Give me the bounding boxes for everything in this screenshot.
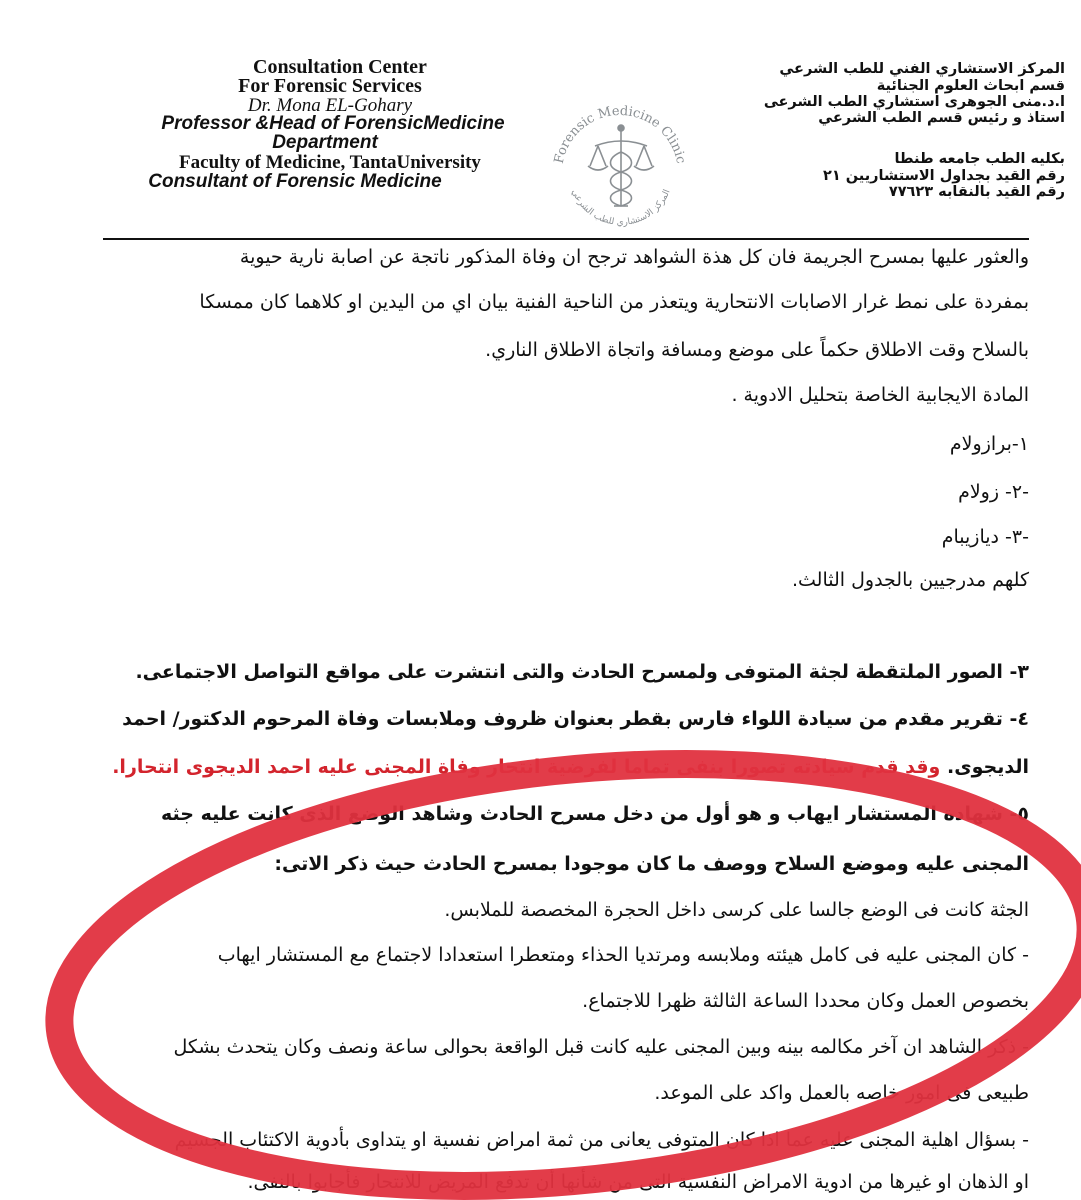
body-line-1: والعثور عليها بمسرح الجريمة فان كل هذة الشواهد ترجح ان وفاة المذكور ناتجة عن اصابة نارية حيوية — [239, 246, 1029, 268]
faculty-line: Faculty of Medicine, TantaUniversity — [179, 152, 481, 173]
ar-department: قسم ابحاث العلوم الجنائية — [876, 78, 1065, 94]
evidence-item-4-name: الديجوى. — [947, 756, 1029, 778]
drug-item-2: -٢- زولام — [958, 481, 1029, 503]
evidence-item-5-cont: المجنى عليه وموضع السلاح ووصف ما كان موجودا بمسرح الحادث حيث ذكر الاتى: — [274, 853, 1029, 875]
family-statement-line-2: او الذهان او غيرها من ادوية الامراض النفسية التى من شأنها أن تدفع المريض للانتحار فأجابوا بالنفى. — [247, 1171, 1029, 1193]
body-line-4: المادة الايجابية الخاصة بتحليل الادوية . — [731, 384, 1029, 406]
evidence-item-5: ٥- شهادة المستشار ايهاب و هو أول من دخل مسرح الحادث وشاهد الوضع الذى كانت عليه جثه — [161, 803, 1029, 825]
professor-title: Professor &Head of ForensicMedicine — [161, 113, 505, 134]
ar-professor-title: استاذ و رئيس قسم الطب الشرعي — [818, 110, 1065, 126]
testimony-line-5: طبيعى فى امور خاصه بالعمل واكد على الموعد. — [654, 1082, 1029, 1104]
testimony-line-3: بخصوص العمل وكان محددا الساعة الثالثة ظهرا للاجتماع. — [582, 990, 1029, 1012]
testimony-line-4: - ذكر الشاهد ان آخر مكالمه بينه وبين المجنى عليه كانت قبل الواقعة بحوالى ساعة ونصف وكان يتحدث بشكل — [173, 1036, 1029, 1058]
evidence-item-3: ٣- الصور الملتقطة لجثة المتوفى ولمسرح الحادث والتى انتشرت على مواقع التواصل الاجتماعى. — [135, 661, 1029, 683]
ar-consultants-registry: رقم القيد بجداول الاستشاريين ٢١ — [823, 168, 1065, 184]
testimony-line-1: الجثة كانت فى الوضع جالسا على كرسى داخل الحجرة المخصصة للملابس. — [444, 899, 1029, 921]
forensic-clinic-logo — [540, 88, 700, 238]
testimony-line-2: - كان المجنى عليه فى كامل هيئته وملابسه ومرتديا الحذاء ومتعطرا استعدادا لاجتماع مع المستشار ايهاب — [217, 944, 1029, 966]
body-line-2: بمفردة على نمط غرار الاصابات الانتحارية ويتعذر من الناحية الفنية بيان اي من اليدين او كلاهما كان ممسكا — [199, 291, 1029, 313]
drug-item-3: -٣- ديازيبام — [941, 526, 1029, 548]
ar-faculty: بكليه الطب جامعه طنطا — [894, 151, 1065, 167]
center-name-line1: Consultation Center — [253, 56, 427, 78]
body-line-schedule: كلهم مدرجيين بالجدول الثالث. — [791, 569, 1029, 591]
consultant-title: Consultant of Forensic Medicine — [148, 171, 442, 192]
evidence-item-4: ٤- تقرير مقدم من سيادة اللواء فارس بقطر بعنوان ظروف وملابسات وفاة المرحوم الدكتور/ احمد — [122, 708, 1029, 730]
svg-text:Forensic Medicine Clinic — [552, 104, 688, 165]
family-statement-line-1: - بسؤال اهلية المجنى عليه عما اذا كان المتوفى يعانى من ثمة امراض نفسية او يتداوى بأدوية الاكتئاب الجسيم — [174, 1129, 1029, 1151]
body-line-3: بالسلاح وقت الاطلاق حكماً على موضع ومسافة واتجاة الاطلاق الناري. — [485, 339, 1029, 361]
department-label: Department — [272, 132, 378, 153]
highlighted-finding: وقد قدم سيادته تصورا بنفى تماما لفرضية انتحار وفاة المجنى عليه احمد الديجوى انتحارا. — [112, 756, 941, 778]
ar-doctor-name: ا.د.منى الجوهرى استشاري الطب الشرعى — [763, 94, 1065, 110]
logo-arc-text-bottom: المركز الاستشاري للطب الشرعي — [569, 187, 673, 228]
drug-item-1: ١-برازولام — [949, 433, 1029, 455]
center-name-line2: For Forensic Services — [238, 75, 422, 97]
evidence-item-4-cont — [112, 755, 1029, 779]
header-divider — [103, 238, 1029, 240]
ar-syndicate-registry: رقم القيد بالنقابه ٧٧٦٢٣ — [888, 184, 1065, 200]
ar-center-name: المركز الاستشاري الفني للطب الشرعي — [779, 61, 1065, 77]
doctor-name: Dr. Mona EL-Gohary — [247, 95, 413, 116]
caduceus-scales-icon — [588, 125, 654, 206]
logo-arc-text-top: Forensic Medicine Clinic — [551, 103, 689, 165]
